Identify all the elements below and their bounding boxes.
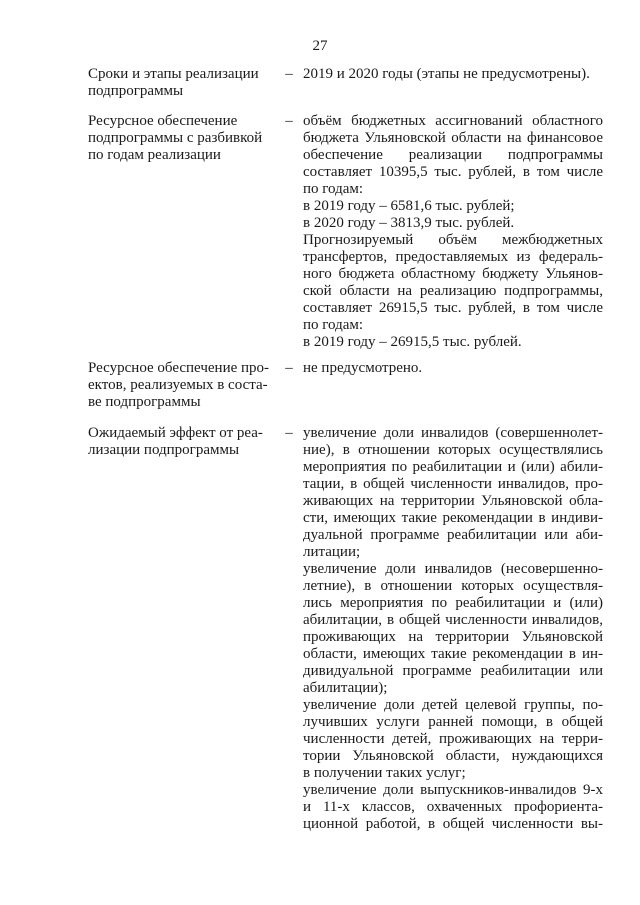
value-line: абилитации, в общей численности инвалидов, [303,612,603,628]
value-line: увеличение доли инвалидов (совершеннолет- [303,425,603,441]
row-value [303,113,603,351]
label-line: подпрограммы с разбивкой [88,130,263,146]
value-line: живающих на территории Ульяновской обла- [303,493,603,509]
value-line: дивидуальной программе реабилитации или [303,663,603,679]
label-line: Сроки и этапы реализации [88,66,259,82]
row-dash: – [285,66,293,82]
value-line: по годам: [303,317,364,333]
value-line: по годам: [303,181,364,197]
row-value [303,360,603,377]
value-line: литации; [303,544,361,560]
value-line: в получении таких услуг; [303,765,466,781]
value-line: увеличение доли инвалидов (несовершенно- [303,561,603,577]
label-line: ве подпрограммы [88,394,201,410]
row-label [88,360,274,411]
value-line: летние), в отношении которых осуществля- [303,578,603,594]
value-line: ционной работой, в общей численности вы- [303,816,603,832]
row-value [303,66,603,83]
label-line: по годам реализации [88,147,221,163]
value-line: дуальной программе реабилитации или аби- [303,527,603,543]
value-line: объём бюджетных ассигнований областного [303,113,603,129]
value-line: увеличение доли детей целевой группы, по- [303,697,603,713]
value-line: обеспечение реализации подпрограммы [303,147,603,163]
value-line: проживающих на территории Ульяновской [303,629,603,645]
value-line: составляет 10395,5 тыс. рублей, в том числе [303,164,603,180]
value-line: 2019 и 2020 годы (этапы не предусмотрены). [303,66,590,82]
value-line: области, имеющих такие рекомендации в ин- [303,646,603,662]
value-line: тации, в общей численности инвалидов, про- [303,476,603,492]
row-label [88,113,274,164]
value-line: абилитации); [303,680,388,696]
value-line: ного бюджета областному бюджету Ульянов- [303,266,603,282]
row-label [88,425,274,459]
value-line: бюджета Ульяновской области на финансовое [303,130,603,146]
label-line: лизации подпрограммы [88,442,240,458]
row-value [303,425,603,833]
label-line: ектов, реализуемых в соста- [88,377,268,393]
page-number: 27 [312,38,328,54]
value-line: сти, имеющих такие рекомендации в индиви- [303,510,603,526]
value-line: ской области на реализацию подпрограммы, [303,283,603,299]
value-line: ние), в отношении которых осуществлялись [303,442,603,458]
value-line: в 2019 году – 6581,6 тыс. рублей; [303,198,515,214]
row-dash: – [285,360,293,376]
value-line: тории Ульяновской области, нуждающихся [303,748,603,764]
row-dash: – [285,425,293,441]
value-line: в 2019 году – 26915,5 тыс. рублей. [303,334,522,350]
value-line: мероприятия по реабилитации и (или) абили- [303,459,603,475]
row-label [88,66,274,100]
label-line: Ожидаемый эффект от реа- [88,425,263,441]
label-line: Ресурсное обеспечение [88,113,238,129]
value-line: лучивших услуги ранней помощи, в общей [303,714,603,730]
value-line: и 11-х классов, охваченных профориента- [303,799,603,815]
label-line: Ресурсное обеспечение про- [88,360,270,376]
value-line: составляет 26915,5 тыс. рублей, в том числе [303,300,603,316]
value-line: в 2020 году – 3813,9 тыс. рублей. [303,215,515,231]
row-dash: – [285,113,293,129]
value-line: лись мероприятия по реабилитации и (или) [303,595,603,611]
label-line: подпрограммы [88,83,184,99]
value-line: не предусмотрено. [303,360,423,376]
value-line: трансфертов, предоставляемых из федераль- [303,249,603,265]
value-line: Прогнозируемый объём межбюджетных [303,232,603,248]
value-line: увеличение доли выпускников-инвалидов 9-х [303,782,603,798]
value-line: численности детей, проживающих на терри- [303,731,603,747]
